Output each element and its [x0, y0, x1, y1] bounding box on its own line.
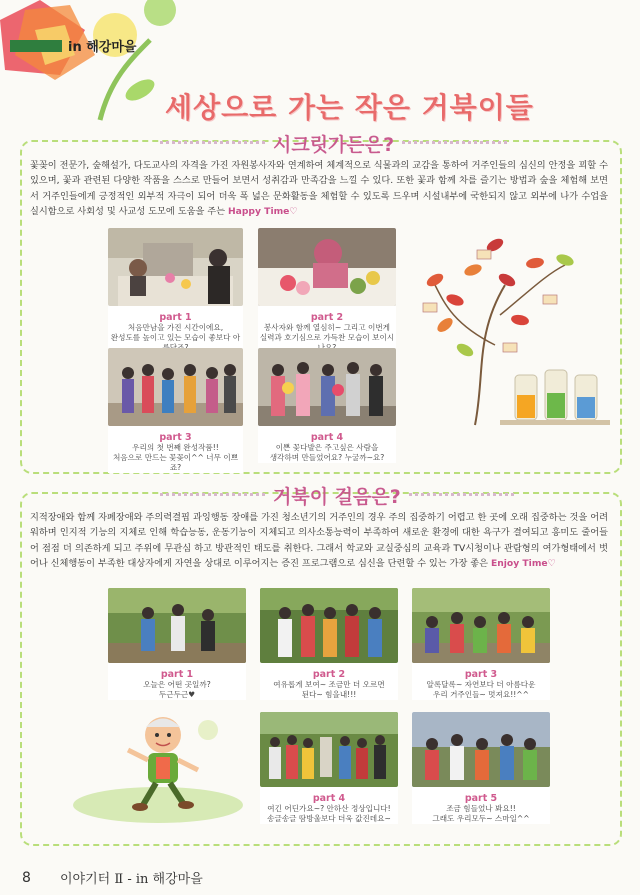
- caption-line1: 조금 힘들었나 봐요!!: [446, 804, 516, 813]
- photo-card-s1-part4: [258, 348, 396, 463]
- photo-bouquets: [258, 348, 396, 426]
- caption-line1: 오늘은 어떤 곳일까?: [143, 680, 211, 689]
- caption-line2: 송글송글 땀방울보다 더욱 값진데요~: [267, 814, 391, 823]
- photo-summit: [260, 712, 398, 787]
- section-header-tag: [10, 36, 136, 55]
- caption-line2: 두근두근♥: [158, 690, 196, 699]
- dotted-divider: [409, 493, 514, 498]
- leaf-tree-bottles-illustration: [415, 225, 615, 440]
- caption-line2: 완성도를 높이고 있는 모습이 좋보다 아: [110, 333, 241, 342]
- paragraph-text: 꽃꽂이 전문가, 숲해설가, 다도교사의 자격을 가진 자원봉사자와 연계하여 체계적으로 식물과의 교감을 통하여 거주인들의 심신의 안정을 꾀할 수 있으며, 꽃과 관련된 다양한 작품을 스스로 만들어 보면서 성취감과 만족감을 느낄 수 있다. 또한 꽃과 함께 차를 즐기는 방법과 숲을 체험해 보면서 거주인들에게 긍정적인 외부적 자극이 되어 더욱 폭 넓은 문화활동을 체험할 수 있도록 드우며 시설내부에 국한되지 않고 외부에 나가 수업을 실시함으로 사회성 및 사교성 도모에 도움을 주는: [30, 160, 608, 217]
- enjoy-time-highlight: Enjoy Time♡: [490, 557, 556, 569]
- page-number: 8: [22, 870, 31, 886]
- caption-line1: 우리의 첫 번째 완성작품!!: [132, 443, 219, 452]
- photo-hiking-rest: [412, 588, 550, 663]
- photo-card-s1-part1: [108, 228, 243, 353]
- turtle-walk-title: 거북이 걸음은?: [273, 486, 401, 508]
- walking-grandpa-illustration: [68, 705, 243, 825]
- dotted-divider: [402, 141, 507, 146]
- secret-garden-paragraph: [30, 158, 608, 219]
- photo-smile: [412, 712, 550, 787]
- secret-garden-title: 시크릿가든은?: [273, 134, 395, 156]
- photo-hiking-group: [260, 588, 398, 663]
- photo-hiking-start: [108, 588, 246, 663]
- caption-line2: 실력과 호기심으로 가득찬 모습이 보이시: [259, 333, 395, 342]
- photo-flower-arranging: [258, 228, 396, 306]
- main-title: 세상으로 가는 작은 거북이들: [165, 91, 534, 124]
- caption-title: part 5: [464, 793, 498, 804]
- photo-card-s2-part3: [412, 588, 550, 700]
- happy-time-highlight: Happy Time♡: [227, 205, 298, 217]
- secret-garden-title-row: [160, 130, 507, 157]
- header-label: in 해강마을: [68, 40, 137, 55]
- photo-card-s2-part5: [412, 712, 550, 824]
- caption-title: part 4: [310, 432, 344, 443]
- photo-flower-class: [108, 228, 243, 306]
- dotted-divider: [160, 141, 265, 146]
- footer-label: 이야기터 Ⅱ - in 해강마을: [60, 872, 203, 887]
- house-flower-decoration: [0, 0, 190, 130]
- photo-card-s1-part2: [258, 228, 396, 353]
- caption-line1: 이쁜 꽃다발은 주고싶은 사람을: [275, 443, 379, 452]
- caption-title: part 4: [312, 793, 346, 804]
- caption-title: part 2: [312, 669, 346, 680]
- caption-line2: 된다~ 힘을내!!!: [301, 690, 357, 699]
- photo-card-s2-part2: [260, 588, 398, 700]
- caption-line1: 봉사자와 함께 열심히~ 그리고 이번게: [263, 323, 391, 332]
- caption-title: part 1: [159, 312, 192, 323]
- caption-line2: 생각하며 만들었어요? 누굴까~요?: [269, 453, 385, 462]
- header-bar: [10, 40, 62, 52]
- photo-card-s2-part1: [108, 588, 246, 700]
- caption-line2: 우리 거주인들~ 멋져요!!^^: [432, 690, 530, 699]
- photo-card-s2-part4: [260, 712, 398, 824]
- caption-title: part 2: [310, 312, 344, 323]
- dotted-divider: [160, 493, 265, 498]
- caption-title: part 3: [464, 669, 498, 680]
- photo-group-flowers: [108, 348, 243, 426]
- photo-card-s1-part3: [108, 348, 243, 473]
- caption-line2: 그래도 우리모두~ 스마일^^: [432, 814, 530, 823]
- caption-title: part 3: [159, 432, 192, 443]
- caption-line2: 처음으로 만드는 꽃꽂이^^ 너무 이쁘죠?: [112, 453, 239, 472]
- turtle-walk-paragraph: [30, 510, 608, 571]
- caption-line1: 여유롭게 보여~ 조금만 더 오르면: [273, 680, 385, 689]
- caption-line1: 처음만남을 가진 시간이에요,: [127, 323, 224, 332]
- caption-title: part 1: [160, 669, 194, 680]
- caption-line1: 여긴 어딘가요~? 안하산 정상입니다!: [267, 804, 391, 813]
- paragraph-text: 지적장애와 함께 자폐장애와 주의력결핍 과잉행동 장애를 가진 청소년기의 거주인의 경우 주의 집중하기 어렵고 한 곳에 오래 집중하는 것을 어려워하며 인지적 기능의 지체로 인해 학습능동, 운동기능이 지체되고 의사소통능력이 부족하여 새로운 환경에 대한 욕구가 결여되고 흥미도 줄어들어 점점 더 의존하게 되고 주위에 무관심 하고 방관적인 태도를 취한다. 그래서 학교와 교실중심의 교육과 TV시청이나 관람형의 여가형태에서 벗어나 신체행동이 부족한 대상자에게 자연을 상대로 이루어지는 증진 프로그램으로 심신을 단련할 수 있는 가장 좋은: [30, 512, 608, 569]
- turtle-walk-title-row: [160, 482, 514, 509]
- caption-line1: 알록달록~ 자연보다 더 아름다운: [426, 680, 536, 689]
